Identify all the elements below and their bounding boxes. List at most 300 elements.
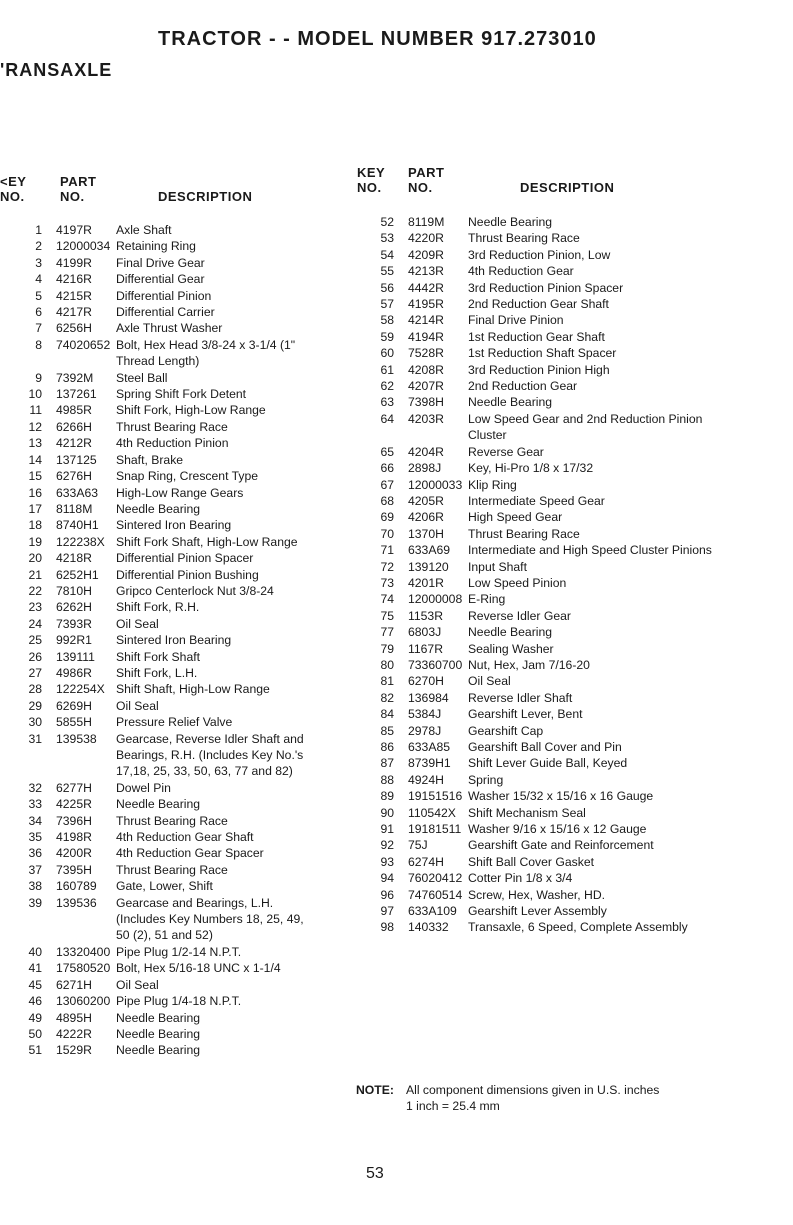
key-number: 8 bbox=[35, 337, 42, 352]
parts-row bbox=[366, 821, 718, 837]
parts-row bbox=[366, 805, 718, 821]
right-description-header: DESCRIPTION bbox=[520, 180, 615, 195]
parts-row bbox=[14, 534, 354, 550]
part-number: 4986R bbox=[56, 665, 92, 680]
part-description: Needle Bearing bbox=[468, 215, 553, 229]
parts-row bbox=[366, 542, 718, 558]
key-number: 71 bbox=[380, 543, 394, 558]
part-number: 4208R bbox=[408, 362, 444, 377]
page-title: TRACTOR - - MODEL NUMBER 917.273010 bbox=[158, 28, 597, 50]
parts-row bbox=[366, 608, 718, 624]
key-number: 32 bbox=[28, 780, 42, 795]
parts-row bbox=[366, 837, 718, 853]
part-description: Spring bbox=[468, 772, 504, 787]
part-description: Shift Fork, High-Low Range bbox=[116, 403, 266, 418]
part-description: Axle Shaft bbox=[116, 223, 172, 237]
part-number: 4205R bbox=[408, 493, 444, 508]
part-description: 2nd Reduction Gear bbox=[468, 379, 578, 394]
part-description: Pipe Plug 1/4-18 N.P.T. bbox=[116, 994, 242, 1009]
part-description: Shift Fork, R.H. bbox=[116, 600, 200, 615]
parts-row bbox=[14, 944, 354, 960]
key-number: 81 bbox=[380, 674, 394, 689]
part-number: 4204R bbox=[408, 444, 444, 459]
parts-row bbox=[14, 435, 354, 451]
part-description: Shift Mechanism Seal bbox=[468, 805, 586, 820]
parts-row bbox=[14, 452, 354, 468]
key-number: 96 bbox=[380, 887, 394, 902]
key-number: 82 bbox=[380, 690, 394, 705]
part-number: 4225R bbox=[56, 797, 92, 812]
key-number: 58 bbox=[380, 313, 394, 328]
key-number: 30 bbox=[28, 715, 42, 730]
part-description: Shaft, Brake bbox=[116, 452, 184, 467]
part-description: Shift Shaft, High-Low Range bbox=[116, 682, 270, 697]
part-description: Needle Bearing bbox=[116, 501, 201, 516]
part-number: 12000033 bbox=[408, 477, 463, 492]
parts-row bbox=[366, 755, 718, 771]
part-number: 633A109 bbox=[408, 904, 457, 919]
parts-row bbox=[366, 460, 718, 476]
part-number: 110542X bbox=[408, 805, 456, 820]
part-number: 4220R bbox=[408, 231, 444, 246]
part-number: 4198R bbox=[56, 830, 92, 845]
key-number: 54 bbox=[380, 247, 394, 262]
part-number: 12000034 bbox=[56, 239, 111, 254]
key-number: 27 bbox=[28, 665, 42, 680]
part-description: Gripco Centerlock Nut 3/8-24 bbox=[116, 583, 274, 598]
part-number: 139111 bbox=[56, 649, 95, 664]
parts-row bbox=[14, 681, 354, 697]
parts-row bbox=[14, 501, 354, 517]
key-number: 10 bbox=[28, 387, 42, 402]
parts-row bbox=[14, 288, 354, 304]
parts-row bbox=[366, 723, 718, 739]
part-description: Needle Bearing bbox=[116, 1010, 201, 1025]
parts-row bbox=[366, 641, 718, 657]
part-description: Gearshift Gate and Reinforcement bbox=[468, 838, 654, 853]
parts-row bbox=[14, 468, 354, 484]
left-description-header: DESCRIPTION bbox=[158, 189, 253, 204]
part-number: 2978J bbox=[408, 723, 442, 738]
key-number: 69 bbox=[380, 510, 394, 525]
part-description: Bolt, Hex Head 3/8-24 x 3-1/4 (1" Thread Length) bbox=[116, 337, 296, 369]
part-description: Shift Fork Shaft, High-Low Range bbox=[116, 534, 298, 549]
parts-row bbox=[366, 263, 718, 279]
part-description: Input Shaft bbox=[468, 559, 527, 574]
parts-row bbox=[366, 230, 718, 246]
key-number: 85 bbox=[380, 723, 394, 738]
left-parts-list bbox=[14, 222, 354, 1059]
right-part-header: PART NO. bbox=[408, 165, 445, 195]
parts-row bbox=[366, 394, 718, 410]
parts-row bbox=[366, 526, 718, 542]
part-description: Thrust Bearing Race bbox=[116, 813, 228, 828]
part-number: 6266H bbox=[56, 419, 92, 434]
key-number: 34 bbox=[28, 813, 42, 828]
part-number: 76020412 bbox=[408, 871, 463, 886]
key-number: 33 bbox=[28, 797, 42, 812]
parts-row bbox=[14, 714, 354, 730]
part-number: 6256H bbox=[56, 321, 92, 336]
key-number: 36 bbox=[28, 846, 42, 861]
part-description: Thrust Bearing Race bbox=[116, 419, 228, 434]
parts-row bbox=[14, 862, 354, 878]
part-description: Final Drive Gear bbox=[116, 255, 205, 270]
part-number: 4201R bbox=[408, 575, 444, 590]
part-description: Reverse Gear bbox=[468, 444, 544, 459]
key-number: 56 bbox=[380, 280, 394, 295]
dimensions-note bbox=[356, 1082, 776, 1114]
key-number: 66 bbox=[380, 461, 394, 476]
key-number: 51 bbox=[28, 1043, 42, 1058]
parts-row bbox=[14, 780, 354, 796]
parts-row bbox=[366, 739, 718, 755]
part-number: 4200R bbox=[56, 846, 92, 861]
parts-row bbox=[14, 993, 354, 1009]
parts-row bbox=[366, 362, 718, 378]
part-number: 136984 bbox=[408, 690, 449, 705]
parts-row bbox=[14, 271, 354, 287]
part-description: Needle Bearing bbox=[116, 797, 201, 812]
key-number: 11 bbox=[29, 403, 42, 418]
part-number: 4215R bbox=[56, 288, 92, 303]
part-number: 139120 bbox=[408, 559, 449, 574]
part-number: 122238X bbox=[56, 534, 105, 549]
key-number: 24 bbox=[28, 616, 42, 631]
part-number: 7396H bbox=[56, 813, 92, 828]
part-description: Final Drive Pinion bbox=[468, 313, 564, 328]
part-description: Intermediate and High Speed Cluster Pinions bbox=[468, 543, 712, 558]
parts-row bbox=[366, 509, 718, 525]
part-number: 4442R bbox=[408, 280, 444, 295]
part-description: 3rd Reduction Pinion, Low bbox=[468, 247, 611, 262]
key-number: 39 bbox=[28, 895, 42, 910]
parts-row bbox=[366, 345, 718, 361]
parts-row bbox=[14, 320, 354, 336]
part-number: 4924H bbox=[408, 772, 444, 787]
key-number: 90 bbox=[380, 805, 394, 820]
part-description: Steel Ball bbox=[116, 370, 168, 385]
part-number: 6269H bbox=[56, 698, 92, 713]
parts-row bbox=[366, 624, 718, 640]
part-number: 6270H bbox=[408, 674, 444, 689]
part-number: 6276H bbox=[56, 469, 92, 484]
part-number: 4218R bbox=[56, 551, 92, 566]
key-number: 17 bbox=[28, 501, 42, 516]
part-description: Key, Hi-Pro 1/8 x 17/32 bbox=[468, 461, 594, 476]
part-number: 4194R bbox=[408, 329, 444, 344]
key-number: 62 bbox=[380, 379, 394, 394]
part-description: 1st Reduction Gear Shaft bbox=[468, 329, 605, 344]
parts-row bbox=[14, 583, 354, 599]
part-description: Shift Ball Cover Gasket bbox=[468, 854, 594, 869]
parts-row bbox=[366, 772, 718, 788]
parts-row bbox=[14, 616, 354, 632]
key-number: 98 bbox=[380, 920, 394, 935]
part-description: E-Ring bbox=[468, 592, 506, 607]
part-description: Low Speed Pinion bbox=[468, 575, 567, 590]
parts-row bbox=[366, 329, 718, 345]
part-number: 8118M bbox=[56, 501, 93, 516]
part-description: Sealing Washer bbox=[468, 641, 554, 656]
part-number: 139536 bbox=[56, 895, 97, 910]
key-number: 20 bbox=[28, 551, 42, 566]
key-number: 23 bbox=[28, 600, 42, 615]
key-number: 16 bbox=[28, 485, 42, 500]
key-number: 37 bbox=[28, 862, 42, 877]
parts-row bbox=[14, 1010, 354, 1026]
part-number: 19181511 bbox=[408, 822, 462, 837]
parts-row bbox=[366, 296, 718, 312]
part-description: Needle Bearing bbox=[116, 1026, 201, 1041]
parts-row bbox=[14, 649, 354, 665]
part-number: 160789 bbox=[56, 879, 97, 894]
part-description: Spring Shift Fork Detent bbox=[116, 387, 247, 402]
part-number: 5855H bbox=[56, 715, 92, 730]
part-description: Gearshift Lever, Bent bbox=[468, 707, 583, 722]
key-number: 73 bbox=[380, 575, 394, 590]
part-description: Reverse Idler Shaft bbox=[468, 690, 573, 705]
part-number: 4206R bbox=[408, 510, 444, 525]
part-number: 139538 bbox=[56, 731, 97, 746]
left-part-header: PART NO. bbox=[60, 174, 97, 204]
part-description: 4th Reduction Gear Spacer bbox=[116, 846, 264, 861]
part-number: 4216R bbox=[56, 272, 92, 287]
part-number: 140332 bbox=[408, 920, 449, 935]
part-description: Thrust Bearing Race bbox=[468, 526, 580, 541]
part-description: Thrust Bearing Race bbox=[116, 862, 228, 877]
parts-row bbox=[14, 731, 354, 780]
parts-row bbox=[14, 485, 354, 501]
part-description: 4th Reduction Gear Shaft bbox=[116, 830, 254, 845]
part-number: 4207R bbox=[408, 379, 444, 394]
part-number: 2898J bbox=[408, 461, 442, 476]
parts-row bbox=[366, 673, 718, 689]
parts-row bbox=[14, 255, 354, 271]
part-number: 122254X bbox=[56, 682, 105, 697]
parts-row bbox=[14, 567, 354, 583]
key-number: 72 bbox=[380, 559, 394, 574]
left-key-header: <EY NO. bbox=[0, 174, 27, 204]
parts-row bbox=[366, 411, 718, 444]
key-number: 25 bbox=[28, 633, 42, 648]
key-number: 21 bbox=[28, 567, 42, 582]
key-number: 93 bbox=[380, 854, 394, 869]
key-number: 35 bbox=[28, 830, 42, 845]
key-number: 18 bbox=[28, 518, 42, 533]
part-description: High-Low Range Gears bbox=[116, 485, 244, 500]
part-description: Needle Bearing bbox=[468, 625, 553, 640]
part-number: 7398H bbox=[408, 395, 444, 410]
part-number: 4895H bbox=[56, 1010, 92, 1025]
part-number: 4195R bbox=[408, 297, 444, 312]
part-description: Needle Bearing bbox=[116, 1043, 201, 1058]
part-description: Retaining Ring bbox=[116, 239, 196, 254]
parts-row bbox=[14, 386, 354, 402]
key-number: 22 bbox=[28, 583, 42, 598]
part-number: 75J bbox=[408, 838, 428, 853]
key-number: 61 bbox=[380, 362, 394, 377]
parts-row bbox=[366, 788, 718, 804]
parts-row bbox=[14, 419, 354, 435]
parts-row bbox=[366, 247, 718, 263]
right-parts-list bbox=[366, 214, 718, 936]
parts-row bbox=[366, 575, 718, 591]
parts-row bbox=[14, 402, 354, 418]
part-description: Gate, Lower, Shift bbox=[116, 879, 213, 894]
part-number: 4199R bbox=[56, 255, 92, 270]
key-number: 97 bbox=[380, 904, 394, 919]
parts-row bbox=[366, 887, 718, 903]
part-number: 137261 bbox=[56, 387, 97, 402]
note-label: NOTE: bbox=[356, 1083, 394, 1097]
part-description: 3rd Reduction Pinion High bbox=[468, 362, 610, 377]
key-number: 50 bbox=[28, 1026, 42, 1041]
key-number: 13 bbox=[28, 436, 42, 451]
parts-row bbox=[14, 698, 354, 714]
key-number: 74 bbox=[380, 592, 394, 607]
key-number: 68 bbox=[380, 493, 394, 508]
key-number: 65 bbox=[380, 444, 394, 459]
key-number: 77 bbox=[380, 625, 394, 640]
part-number: 992R1 bbox=[56, 633, 92, 648]
part-description: Sintered Iron Bearing bbox=[116, 518, 232, 533]
key-number: 1 bbox=[35, 223, 42, 237]
parts-row bbox=[14, 977, 354, 993]
part-description: Shift Lever Guide Ball, Keyed bbox=[468, 756, 628, 771]
part-description: Washer 15/32 x 15/16 x 16 Gauge bbox=[468, 789, 654, 804]
part-description: Oil Seal bbox=[116, 977, 159, 992]
key-number: 92 bbox=[380, 838, 394, 853]
key-number: 57 bbox=[380, 297, 394, 312]
key-number: 63 bbox=[380, 395, 394, 410]
parts-row bbox=[14, 1026, 354, 1042]
parts-row bbox=[366, 903, 718, 919]
parts-row bbox=[366, 378, 718, 394]
key-number: 15 bbox=[28, 469, 42, 484]
part-number: 8739H1 bbox=[408, 756, 451, 771]
part-description: Bolt, Hex 5/16-18 UNC x 1-1/4 bbox=[116, 961, 281, 976]
parts-row bbox=[14, 845, 354, 861]
part-number: 137125 bbox=[56, 452, 97, 467]
part-number: 8119M bbox=[408, 215, 445, 229]
key-number: 2 bbox=[35, 239, 42, 254]
part-number: 13320400 bbox=[56, 944, 111, 959]
part-number: 8740H1 bbox=[56, 518, 99, 533]
part-description: Oil Seal bbox=[468, 674, 511, 689]
parts-row bbox=[366, 214, 718, 230]
part-number: 4213R bbox=[408, 264, 444, 279]
part-number: 6271H bbox=[56, 977, 92, 992]
parts-row bbox=[366, 854, 718, 870]
part-number: 1153R bbox=[408, 608, 444, 623]
parts-row bbox=[366, 870, 718, 886]
part-number: 19151516 bbox=[408, 789, 463, 804]
part-description: Gearcase, Reverse Idler Shaft and Bearings, R.H. (Includes Key No.'s 17,18, 25, 33, 50, 63, 77 and 82) bbox=[116, 731, 304, 779]
parts-row bbox=[14, 829, 354, 845]
key-number: 79 bbox=[380, 641, 394, 656]
key-number: 64 bbox=[380, 411, 394, 426]
part-number: 6803J bbox=[408, 625, 442, 640]
part-number: 4203R bbox=[408, 411, 444, 426]
part-description: Sintered Iron Bearing bbox=[116, 633, 232, 648]
parts-row bbox=[14, 878, 354, 894]
parts-row bbox=[14, 665, 354, 681]
parts-row bbox=[14, 895, 354, 944]
key-number: 87 bbox=[380, 756, 394, 771]
part-description: Transaxle, 6 Speed, Complete Assembly bbox=[468, 920, 688, 935]
key-number: 6 bbox=[35, 305, 42, 320]
part-number: 4985R bbox=[56, 403, 92, 418]
part-description: Differential Pinion Spacer bbox=[116, 551, 254, 566]
parts-row bbox=[14, 599, 354, 615]
part-number: 4197R bbox=[56, 223, 92, 237]
part-description: Oil Seal bbox=[116, 616, 159, 631]
key-number: 86 bbox=[380, 740, 394, 754]
parts-row bbox=[366, 444, 718, 460]
part-description: Gearshift Lever Assembly bbox=[468, 904, 607, 919]
parts-row bbox=[366, 477, 718, 493]
part-description: Shift Fork, L.H. bbox=[116, 665, 198, 680]
part-description: Axle Thrust Washer bbox=[116, 321, 223, 336]
part-number: 633A69 bbox=[408, 543, 451, 558]
parts-row bbox=[14, 304, 354, 320]
parts-row bbox=[366, 706, 718, 722]
part-description: Thrust Bearing Race bbox=[468, 231, 580, 246]
key-number: 84 bbox=[380, 707, 394, 722]
right-key-header: KEY NO. bbox=[357, 165, 386, 195]
part-description: Washer 9/16 x 15/16 x 12 Gauge bbox=[468, 822, 647, 837]
key-number: 40 bbox=[28, 944, 42, 959]
parts-row bbox=[14, 238, 354, 254]
part-number: 74020652 bbox=[56, 337, 111, 352]
part-number: 74760514 bbox=[408, 887, 463, 902]
part-number: 4214R bbox=[408, 313, 444, 328]
parts-row bbox=[14, 632, 354, 648]
part-description: Dowel Pin bbox=[116, 780, 171, 795]
part-description: Cotter Pin 1/8 x 3/4 bbox=[468, 871, 573, 886]
part-number: 7528R bbox=[408, 346, 444, 361]
part-number: 1167R bbox=[408, 641, 444, 656]
part-number: 4212R bbox=[56, 436, 92, 451]
key-number: 55 bbox=[380, 264, 394, 279]
part-description: Pressure Relief Valve bbox=[116, 715, 233, 730]
part-description: Needle Bearing bbox=[468, 395, 553, 410]
key-number: 46 bbox=[28, 994, 42, 1009]
key-number: 59 bbox=[380, 329, 394, 344]
part-description: Gearcase and Bearings, L.H. (Includes Key Numbers 18, 25, 49, 50 (2), 51 and 52) bbox=[116, 895, 304, 943]
part-description: Differential Pinion bbox=[116, 288, 212, 303]
part-description: Gearshift Ball Cover and Pin bbox=[468, 740, 622, 754]
part-number: 12000008 bbox=[408, 592, 463, 607]
key-number: 9 bbox=[35, 370, 42, 385]
part-description: Klip Ring bbox=[468, 477, 517, 492]
key-number: 26 bbox=[28, 649, 42, 664]
part-description: 1st Reduction Shaft Spacer bbox=[468, 346, 617, 361]
part-description: Pipe Plug 1/2-14 N.P.T. bbox=[116, 944, 242, 959]
part-number: 7810H bbox=[56, 583, 92, 598]
key-number: 52 bbox=[380, 215, 394, 229]
parts-row bbox=[14, 960, 354, 976]
parts-row bbox=[366, 559, 718, 575]
key-number: 70 bbox=[380, 526, 394, 541]
key-number: 5 bbox=[35, 288, 42, 303]
parts-row bbox=[14, 1042, 354, 1058]
part-number: 4209R bbox=[408, 247, 444, 262]
key-number: 38 bbox=[28, 879, 42, 894]
key-number: 4 bbox=[35, 272, 42, 287]
parts-row bbox=[366, 591, 718, 607]
